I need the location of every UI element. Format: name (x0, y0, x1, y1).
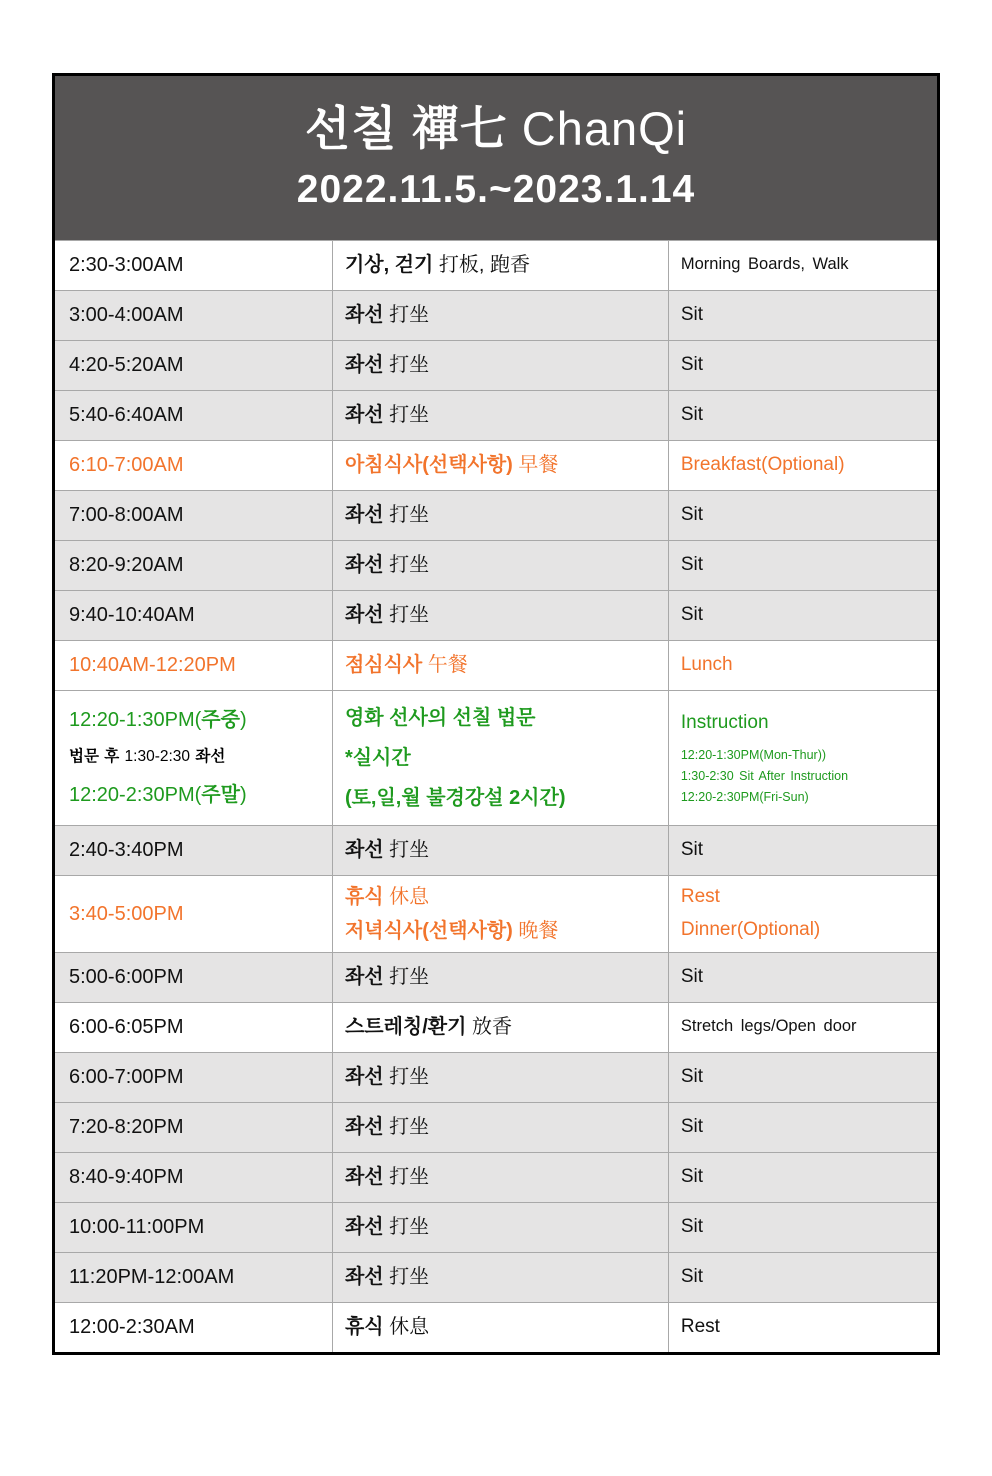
english-cell (669, 876, 937, 952)
text-segment: 12:00-2:30AM (69, 1316, 195, 1339)
activity-cell (332, 391, 669, 440)
text-segment: 打坐 (383, 1066, 430, 1089)
activity-cell (332, 241, 669, 290)
english-cell (669, 691, 937, 825)
activity-line (345, 880, 662, 914)
activity-line (345, 1262, 662, 1292)
text-segment: 7:00-8:00AM (69, 504, 184, 527)
text-segment: 打坐 (383, 1216, 430, 1239)
activity-cell (332, 341, 669, 390)
text-segment: Instruction (680, 712, 769, 734)
text-segment: Sit (680, 553, 704, 575)
activity-line (345, 962, 662, 992)
activity-line (345, 650, 662, 680)
activity-line (345, 450, 662, 480)
text-segment: 2:30-3:00AM (69, 254, 184, 277)
english-line (681, 836, 931, 865)
text-segment: 晚餐 (512, 919, 559, 942)
text-segment: 휴식 (344, 1316, 384, 1339)
time-line (69, 1212, 326, 1242)
text-segment: 스트레칭/환기 (344, 1016, 467, 1039)
activity-line (345, 1012, 662, 1042)
text-segment: 휴식 (344, 885, 384, 908)
time-cell (55, 1053, 332, 1102)
text-segment: 좌선 (344, 839, 384, 862)
text-segment: 12:20-2:30PM( (69, 783, 202, 806)
text-segment: 打板, 跑香 (433, 254, 531, 277)
table-row (55, 1102, 937, 1152)
text-segment: ) (239, 783, 247, 806)
text-segment: 打坐 (383, 354, 430, 377)
table-row (55, 952, 937, 1002)
english-cell (669, 1303, 937, 1352)
english-line (681, 881, 931, 914)
text-segment: 午餐 (422, 654, 468, 677)
table-row (55, 1052, 937, 1102)
text-segment: (토,일,월 불경강설 2시간) (344, 786, 566, 809)
text-segment: 11:20PM-12:00AM (69, 1266, 235, 1289)
text-segment: Sit (680, 1265, 704, 1287)
activity-cell (332, 1253, 669, 1302)
table-row (55, 690, 937, 825)
text-segment: Breakfast(Optional) (680, 453, 845, 475)
english-cell (669, 1003, 937, 1052)
english-cell (669, 541, 937, 590)
english-cell (669, 391, 937, 440)
retreat-title (55, 100, 937, 159)
time-cell (55, 441, 332, 490)
text-segment: 좌선 (344, 1066, 384, 1089)
activity-cell (332, 953, 669, 1002)
activity-cell (332, 1203, 669, 1252)
text-segment: 打坐 (383, 1266, 430, 1289)
text-segment: 기상, 걷기 (344, 254, 434, 277)
time-line (69, 897, 326, 931)
text-segment: Lunch (680, 653, 733, 675)
text-segment: 8:20-9:20AM (69, 554, 184, 577)
text-segment: 6:10-7:00AM (69, 454, 184, 477)
english-cell (669, 1153, 937, 1202)
english-line (681, 707, 931, 744)
time-line (69, 400, 326, 430)
text-segment: 좌선 (344, 604, 384, 627)
text-segment: 점심식사 (344, 654, 423, 677)
table-row (55, 390, 937, 440)
text-segment: 7:20-8:20PM (69, 1116, 184, 1139)
text-segment: 打坐 (383, 839, 430, 862)
time-cell (55, 1003, 332, 1052)
text-segment: 좌선 (344, 504, 384, 527)
activity-line (345, 300, 662, 330)
activity-cell (332, 291, 669, 340)
text-segment: 아침식사(선택사항) (344, 454, 513, 477)
activity-line (345, 1212, 662, 1242)
table-row (55, 1152, 937, 1202)
time-cell (55, 641, 332, 690)
time-cell (55, 391, 332, 440)
activity-line (345, 250, 662, 280)
text-segment: Dinner(Optional) (680, 918, 821, 940)
time-line (69, 962, 326, 992)
text-segment: 좌선 (344, 354, 384, 377)
activity-cell (332, 1103, 669, 1152)
english-cell (669, 1203, 937, 1252)
time-line (69, 600, 326, 630)
table-row (55, 875, 937, 952)
activity-line (345, 400, 662, 430)
english-cell (669, 1103, 937, 1152)
time-cell (55, 291, 332, 340)
time-line (69, 550, 326, 580)
text-segment: 좌선 (344, 966, 384, 989)
text-segment: 打坐 (383, 404, 430, 427)
english-cell (669, 241, 937, 290)
english-line (681, 351, 931, 380)
text-segment: Sit (680, 1165, 704, 1187)
time-line (69, 700, 326, 740)
text-segment: 打坐 (383, 604, 430, 627)
table-row (55, 490, 937, 540)
table-row (55, 825, 937, 875)
text-segment: 休息 (383, 885, 430, 908)
activity-cell (332, 1053, 669, 1102)
english-line (681, 401, 931, 430)
activity-cell (332, 1153, 669, 1202)
english-cell (669, 591, 937, 640)
text-segment: Sit (680, 838, 704, 860)
text-segment: 영화 선사의 선칠 법문 (344, 706, 536, 729)
english-cell (669, 1053, 937, 1102)
english-cell (669, 341, 937, 390)
activity-line (345, 698, 662, 738)
activity-line (345, 600, 662, 630)
table-row (55, 340, 937, 390)
english-line (681, 501, 931, 530)
activity-cell (332, 641, 669, 690)
activity-line (345, 1112, 662, 1142)
text-segment: 打坐 (383, 1116, 430, 1139)
english-line (681, 252, 931, 277)
activity-cell (332, 691, 669, 825)
text-segment: Rest (680, 1315, 720, 1337)
time-cell (55, 1103, 332, 1152)
activity-line (345, 835, 662, 865)
text-segment: 좌선 (344, 1116, 384, 1139)
time-line (69, 300, 326, 330)
text-segment: 저녁식사(선택사항) (344, 919, 513, 942)
activity-line (345, 738, 662, 778)
text-segment: Sit (680, 1065, 704, 1087)
time-cell (55, 1153, 332, 1202)
english-line (681, 1113, 931, 1142)
text-segment: 6:00-7:00PM (69, 1066, 184, 1089)
time-line (69, 250, 326, 280)
time-line (69, 1162, 326, 1192)
english-cell (669, 826, 937, 875)
text-segment: 12:20-1:30PM( (69, 709, 202, 732)
text-segment: Sit (680, 603, 704, 625)
time-line (69, 500, 326, 530)
text-segment: Sit (680, 353, 704, 375)
english-line (681, 451, 931, 480)
title-romanized: ChanQi (521, 102, 688, 155)
activity-line (345, 914, 662, 948)
text-segment: 5:40-6:40AM (69, 404, 184, 427)
english-line (681, 1313, 931, 1342)
english-line (681, 1263, 931, 1292)
english-cell (669, 1253, 937, 1302)
activity-line (345, 1162, 662, 1192)
time-line (69, 1012, 326, 1042)
text-segment: 좌선 (344, 1216, 384, 1239)
activity-line (345, 550, 662, 580)
text-segment: 좌선 (344, 1266, 384, 1289)
text-segment: 3:00-4:00AM (69, 304, 184, 327)
table-row (55, 1252, 937, 1302)
activity-line (345, 1312, 662, 1342)
activity-line (345, 778, 662, 818)
time-line (69, 650, 326, 680)
time-cell (55, 1303, 332, 1352)
english-line (681, 1213, 931, 1242)
text-segment: 放香 (466, 1016, 512, 1039)
english-line (681, 963, 931, 992)
text-segment: 3:40-5:00PM (69, 902, 184, 925)
time-cell (55, 241, 332, 290)
time-cell (55, 591, 332, 640)
text-segment: 좌선 (195, 748, 226, 766)
time-line (69, 1312, 326, 1342)
text-segment: 12:20-2:30PM(Fri-Sun) (680, 790, 809, 805)
english-line (681, 651, 931, 680)
english-line (681, 787, 931, 808)
table-row (55, 1202, 937, 1252)
text-segment: *실시간 (344, 746, 411, 769)
text-segment: 주중 (201, 709, 240, 732)
text-segment: 좌선 (344, 1166, 384, 1189)
text-segment: 打坐 (383, 966, 430, 989)
english-cell (669, 291, 937, 340)
text-segment: 12:20-1:30PM(Mon-Thur)) (680, 747, 827, 762)
time-cell (55, 341, 332, 390)
activity-cell (332, 826, 669, 875)
text-segment: 5:00-6:00PM (69, 966, 184, 989)
english-line (681, 1163, 931, 1192)
text-segment: Stretch legs/Open door (680, 1017, 857, 1036)
table-row (55, 240, 937, 290)
english-line (681, 744, 931, 765)
text-segment: Sit (680, 1115, 704, 1137)
english-line (681, 301, 931, 330)
time-cell (55, 491, 332, 540)
table-row (55, 1002, 937, 1052)
activity-line (345, 350, 662, 380)
text-segment: 10:40AM-12:20PM (69, 654, 236, 677)
time-cell (55, 1203, 332, 1252)
text-segment: Rest (680, 885, 720, 907)
activity-line (345, 500, 662, 530)
time-line (69, 775, 326, 815)
english-cell (669, 441, 937, 490)
table-row (55, 640, 937, 690)
text-segment: 주말 (201, 783, 240, 806)
activity-cell (332, 591, 669, 640)
text-segment: 8:40-9:40PM (69, 1166, 184, 1189)
table-row (55, 590, 937, 640)
text-segment: Sit (680, 303, 704, 325)
time-cell (55, 953, 332, 1002)
activity-cell (332, 491, 669, 540)
text-segment: 打坐 (383, 304, 430, 327)
time-line (69, 1262, 326, 1292)
text-segment: ) (239, 709, 247, 732)
text-segment: 좌선 (344, 554, 384, 577)
date-range: 2022.11.5.~2023.1.14 (296, 167, 696, 211)
activity-line (345, 1062, 662, 1092)
time-cell (55, 541, 332, 590)
time-line (69, 835, 326, 865)
time-cell (55, 691, 332, 825)
time-line (69, 450, 326, 480)
activity-cell (332, 1003, 669, 1052)
text-segment: Morning Boards, Walk (680, 255, 849, 274)
text-segment: 좌선 (344, 404, 384, 427)
english-cell (669, 641, 937, 690)
text-segment: 打坐 (383, 504, 430, 527)
english-cell (669, 491, 937, 540)
time-line (69, 350, 326, 380)
activity-cell (332, 541, 669, 590)
text-segment: Sit (680, 965, 704, 987)
time-line (69, 1112, 326, 1142)
text-segment: 1:30-2:30 (119, 748, 196, 766)
english-line (681, 551, 931, 580)
time-line (69, 740, 326, 774)
activity-cell (332, 876, 669, 952)
activity-cell (332, 1303, 669, 1352)
time-cell (55, 826, 332, 875)
english-line (681, 1063, 931, 1092)
table-row (55, 290, 937, 340)
time-cell (55, 876, 332, 952)
text-segment: 休息 (383, 1316, 430, 1339)
text-segment: 打坐 (383, 1166, 430, 1189)
english-line (681, 765, 931, 786)
banner (55, 76, 937, 240)
text-segment: 4:20-5:20AM (69, 354, 184, 377)
table-row (55, 540, 937, 590)
time-line (69, 1062, 326, 1092)
text-segment: Sit (680, 403, 704, 425)
text-segment: 早餐 (512, 454, 559, 477)
schedule-sheet (52, 73, 940, 1355)
text-segment: 좌선 (344, 304, 384, 327)
text-segment: Sit (680, 1215, 704, 1237)
table-row (55, 440, 937, 490)
english-line (681, 1014, 931, 1039)
time-cell (55, 1253, 332, 1302)
text-segment: 打坐 (383, 554, 430, 577)
english-cell (669, 953, 937, 1002)
table-row (55, 1302, 937, 1352)
text-segment: 9:40-10:40AM (69, 604, 195, 627)
title-korean: 선칠 禪七 (304, 102, 508, 155)
text-segment: 법문 후 (69, 748, 120, 766)
text-segment: 2:40-3:40PM (69, 839, 184, 862)
text-segment: 1:30-2:30 Sit After Instruction (680, 768, 849, 783)
text-segment: 6:00-6:05PM (69, 1016, 184, 1039)
schedule-table-body (55, 240, 937, 1352)
activity-cell (332, 441, 669, 490)
text-segment: Sit (680, 503, 704, 525)
text-segment: 10:00-11:00PM (69, 1216, 205, 1239)
english-line (681, 601, 931, 630)
english-line (681, 914, 931, 947)
